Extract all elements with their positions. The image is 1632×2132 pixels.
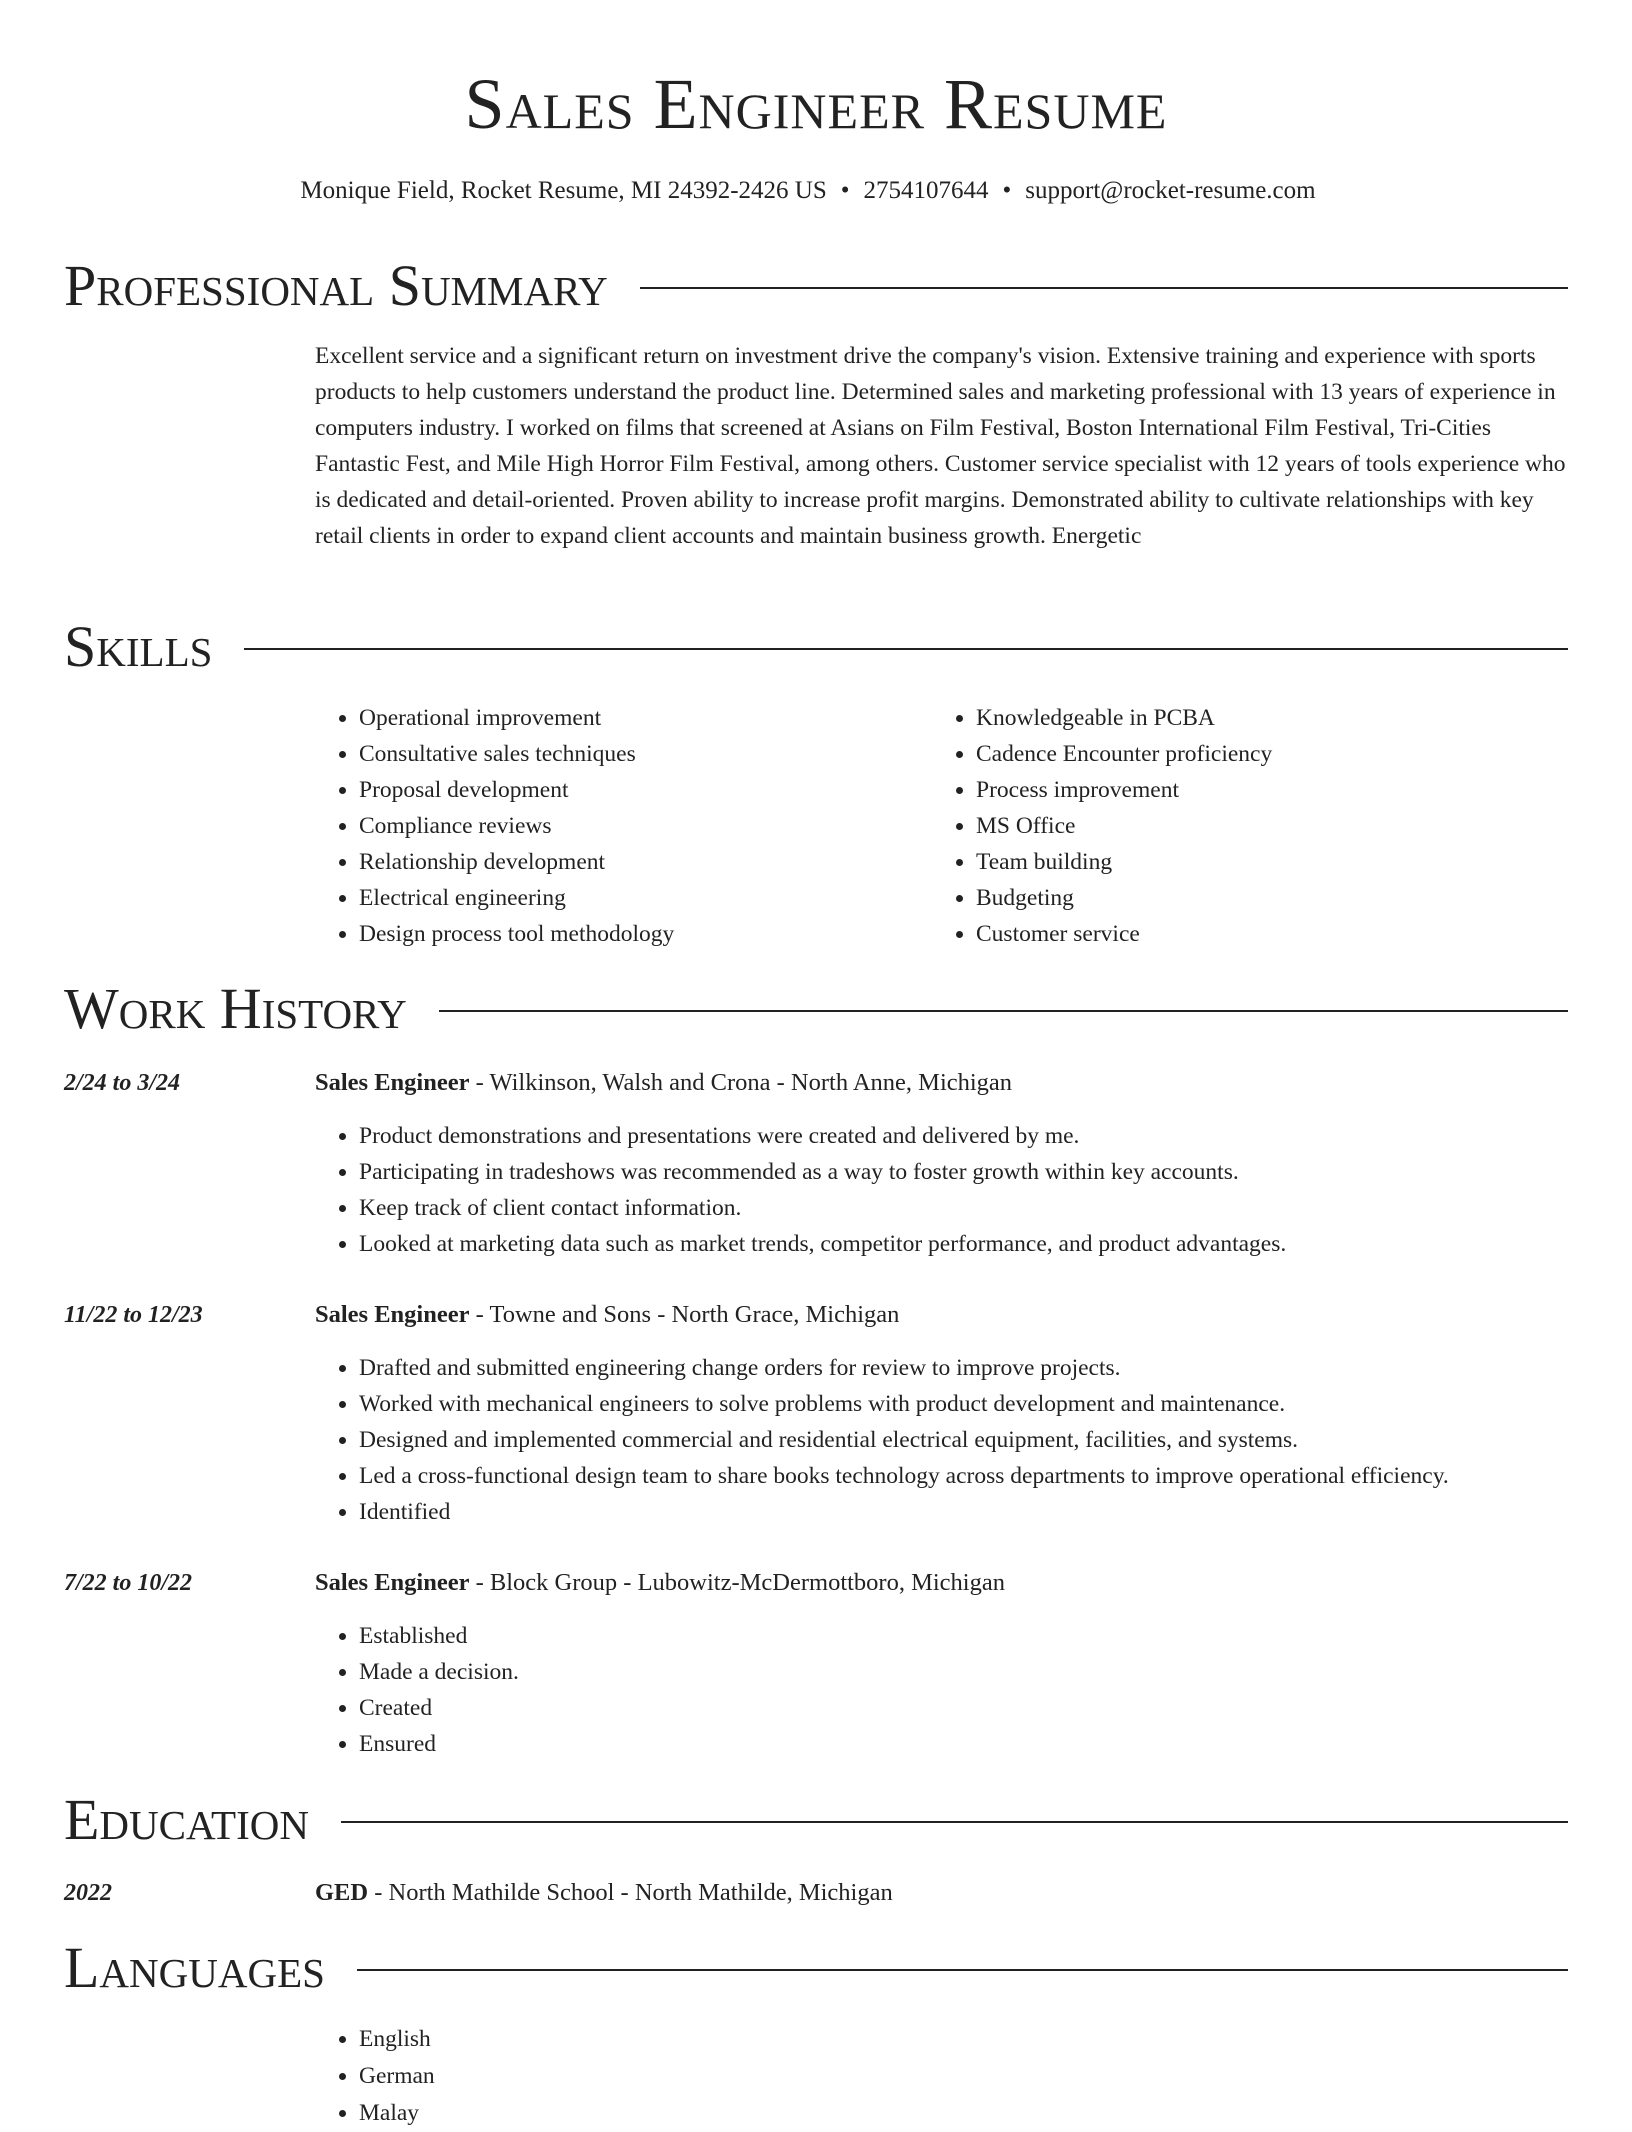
skills-list bbox=[315, 700, 1570, 952]
job-employer: - Wilkinson, Walsh and Crona - North Anne, Michigan bbox=[469, 1069, 1013, 1096]
skill-item: • Customer service bbox=[976, 916, 1549, 952]
skill-item: • Team building bbox=[976, 844, 1549, 880]
job-dates: 2/24 to 3/24 bbox=[64, 1070, 181, 1096]
skill-item: • Cadence Encounter proficiency bbox=[976, 736, 1549, 772]
job-title: Sales Engineer bbox=[315, 1569, 470, 1596]
section-divider bbox=[341, 1821, 1568, 1823]
section-header-summary bbox=[64, 254, 1568, 318]
job-bullet: • Designed and implemented commercial and residential electrical equipment, facilities, and systems. bbox=[359, 1422, 1570, 1458]
section-title: Work History bbox=[64, 976, 407, 1041]
section-divider bbox=[439, 1010, 1568, 1012]
skill-item: • MS Office bbox=[976, 808, 1549, 844]
job-title: Sales Engineer bbox=[315, 1069, 470, 1096]
skills-column-left bbox=[315, 700, 932, 952]
skill-item: • Relationship development bbox=[359, 844, 932, 880]
education-heading bbox=[315, 1876, 893, 1910]
contact-phone: 2754107644 bbox=[863, 177, 989, 204]
job-heading bbox=[315, 1066, 1012, 1100]
skill-item: • Electrical engineering bbox=[359, 880, 932, 916]
resume-title: Sales Engineer Resume bbox=[464, 64, 1168, 144]
language-item: • Malay bbox=[359, 2095, 435, 2132]
job-bullet: • Participating in tradeshows was recommended as a way to foster growth within key accounts. bbox=[359, 1154, 1570, 1190]
section-header-work-history bbox=[64, 977, 1568, 1041]
summary-text: Excellent service and a significant return on investment drive the company's vision. Extensive training and experience with sports products to help customers understand the product line. Determined sales and marketing professional with 13 years of experience in computers industry. I worked on films that screened at Asians on Film Festival, Boston International Film Festival, Tri-Cities Fantastic Fest, and Mile High Horror Film Festival, among others. Customer service specialist with 12 years of tools experience who is dedicated and detail-oriented. Proven ability to increase profit margins. Demonstrated ability to cultivate relationships with key retail clients in order to expand client accounts and maintain business growth. Energetic bbox=[315, 343, 1566, 549]
contact-line bbox=[0, 174, 1616, 208]
education-degree: GED bbox=[315, 1879, 369, 1906]
job-bullet: • Led a cross-functional design team to share books technology across departments to improve operational efficiency. bbox=[359, 1458, 1570, 1494]
job-bullet: • Ensured bbox=[359, 1726, 1570, 1762]
skill-item: • Compliance reviews bbox=[359, 808, 932, 844]
skill-item: • Consultative sales techniques bbox=[359, 736, 932, 772]
job-bullet: • Drafted and submitted engineering change orders for review to improve projects. bbox=[359, 1350, 1570, 1386]
job-bullets bbox=[315, 1350, 1570, 1530]
skill-item: • Process improvement bbox=[976, 772, 1549, 808]
job-dates: 7/22 to 10/22 bbox=[64, 1570, 193, 1596]
job-bullet: • Created bbox=[359, 1690, 1570, 1726]
languages-list bbox=[315, 2021, 435, 2132]
job-employer: - Towne and Sons - North Grace, Michigan bbox=[469, 1301, 900, 1328]
education-school: - North Mathilde School - North Mathilde, Michigan bbox=[368, 1879, 893, 1906]
job-title: Sales Engineer bbox=[315, 1301, 470, 1328]
section-divider bbox=[357, 1969, 1568, 1971]
skill-item: • Knowledgeable in PCBA bbox=[976, 700, 1549, 736]
language-item: • German bbox=[359, 2058, 435, 2095]
section-title: Professional Summary bbox=[64, 253, 608, 318]
skill-item: • Budgeting bbox=[976, 880, 1549, 916]
skill-item: • Operational improvement bbox=[359, 700, 932, 736]
section-title: Languages bbox=[64, 1935, 325, 2000]
job-bullet: • Keep track of client contact information. bbox=[359, 1190, 1570, 1226]
section-title: Skills bbox=[64, 614, 213, 679]
job-bullet: • Worked with mechanical engineers to solve problems with product development and maintenance. bbox=[359, 1386, 1570, 1422]
section-title: Education bbox=[64, 1787, 309, 1852]
section-header-skills bbox=[64, 615, 1568, 679]
education-year: 2022 bbox=[64, 1880, 112, 1906]
contact-separator: • bbox=[840, 177, 850, 204]
section-divider bbox=[640, 287, 1568, 289]
skill-item: • Design process tool methodology bbox=[359, 916, 932, 952]
job-bullet: • Established bbox=[359, 1618, 1570, 1654]
section-header-languages bbox=[64, 1936, 1568, 2000]
skills-column-right bbox=[932, 700, 1549, 952]
job-dates: 11/22 to 12/23 bbox=[64, 1302, 203, 1328]
skill-item: • Proposal development bbox=[359, 772, 932, 808]
contact-separator: • bbox=[1002, 177, 1012, 204]
contact-address: Monique Field, Rocket Resume, MI 24392-2426 US bbox=[300, 177, 827, 204]
section-header-education bbox=[64, 1788, 1568, 1852]
job-bullets bbox=[315, 1118, 1570, 1262]
job-bullet: • Identified bbox=[359, 1494, 1570, 1530]
contact-email[interactable]: support@rocket-resume.com bbox=[1025, 177, 1316, 204]
language-item: • English bbox=[359, 2021, 435, 2058]
job-employer: - Block Group - Lubowitz-McDermottboro, Michigan bbox=[469, 1569, 1005, 1596]
job-bullets bbox=[315, 1618, 1570, 1762]
job-heading bbox=[315, 1298, 899, 1332]
job-bullet: • Product demonstrations and presentations were created and delivered by me. bbox=[359, 1118, 1570, 1154]
job-bullet: • Looked at marketing data such as market trends, competitor performance, and product advantages. bbox=[359, 1226, 1570, 1262]
job-bullet: • Made a decision. bbox=[359, 1654, 1570, 1690]
job-heading bbox=[315, 1566, 1005, 1600]
section-divider bbox=[244, 648, 1568, 650]
